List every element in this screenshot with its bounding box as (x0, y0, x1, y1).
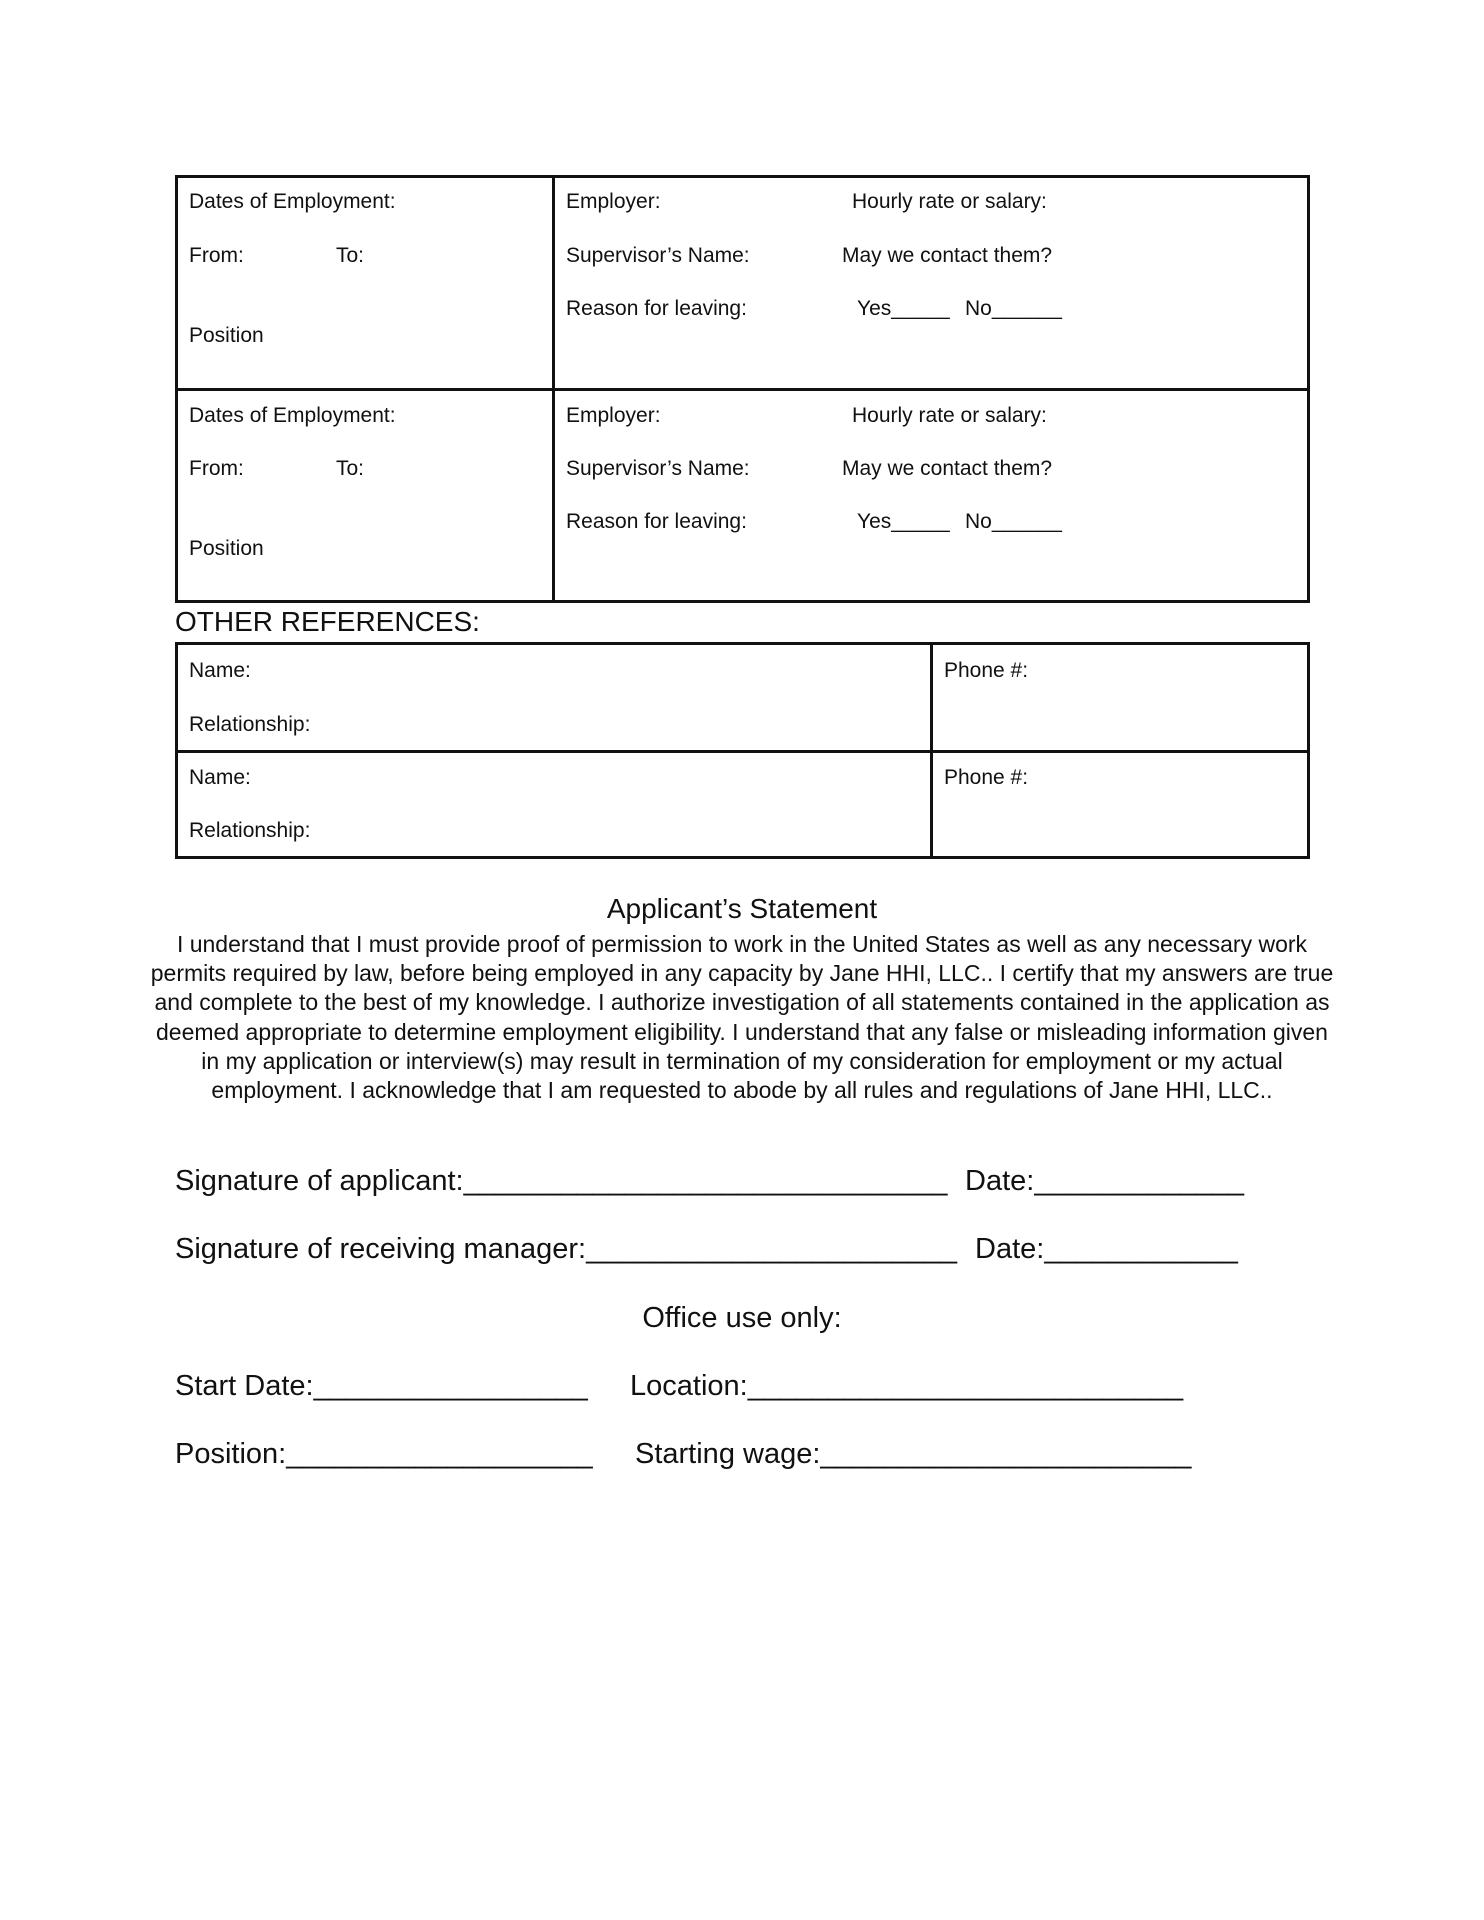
from-field[interactable]: From: (189, 457, 244, 480)
other-references-heading: OTHER REFERENCES: (175, 606, 480, 637)
employer-field[interactable]: Employer: (566, 190, 661, 213)
position-field[interactable]: Position (189, 537, 264, 560)
reference-phone-field[interactable]: Phone #: (944, 659, 1029, 682)
dates-of-employment-label: Dates of Employment: (189, 404, 396, 427)
supervisor-name-field[interactable]: Supervisor’s Name: (566, 457, 750, 480)
office-use-title: Office use only: (642, 1302, 842, 1334)
table-border-right (1307, 175, 1310, 603)
start-date-field[interactable]: Start Date:_________________ (175, 1370, 588, 1402)
reference-relationship-field[interactable]: Relationship: (189, 819, 311, 842)
reference-phone-field[interactable]: Phone #: (944, 766, 1029, 789)
contact-yes-field[interactable]: Yes_____ (857, 510, 950, 533)
table-column-divider (552, 175, 555, 603)
statement-title: Applicant’s Statement (606, 893, 878, 924)
references-border-top (175, 642, 1310, 645)
employer-field[interactable]: Employer: (566, 404, 661, 427)
starting-wage-field[interactable]: Starting wage:_______________________ (635, 1438, 1192, 1470)
applicant-signature-field[interactable]: Signature of applicant:______________________________ (175, 1165, 948, 1197)
references-border-left (175, 642, 178, 859)
supervisor-name-field[interactable]: Supervisor’s Name: (566, 244, 750, 267)
applicant-date-field[interactable]: Date:_____________ (965, 1165, 1244, 1197)
may-we-contact-label: May we contact them? (842, 457, 1053, 480)
reference-name-field[interactable]: Name: (189, 766, 251, 789)
table-row-divider (175, 388, 1310, 391)
table-border-bottom (175, 600, 1310, 603)
to-field[interactable]: To: (336, 457, 365, 480)
references-border-right (1307, 642, 1310, 859)
contact-no-field[interactable]: No______ (965, 510, 1062, 533)
statement-body: I understand that I must provide proof of permission to work in the United States as well as any necessary work permits required by law, before being employed in any capacity by Jane HHI, LLC.. I certify that my answers are true and complete to the best of my knowledge. I authorize investigation of all statements contained in the application as deemed appropriate to determine employment eligibility. I understand that any false or misleading information given in my application or interview(s) may result in termination of my consideration for employment or my actual employment. I acknowledge that I am requested to abode by all rules and regulations of Jane HHI, LLC.. (150, 931, 1334, 1104)
from-field[interactable]: From: (189, 244, 244, 267)
hourly-rate-field[interactable]: Hourly rate or salary: (852, 404, 1047, 427)
dates-of-employment-label: Dates of Employment: (189, 190, 396, 213)
references-row-divider (175, 750, 1310, 753)
contact-no-field[interactable]: No______ (965, 297, 1062, 320)
table-border-top (175, 175, 1310, 178)
manager-date-field[interactable]: Date:____________ (975, 1233, 1238, 1265)
table-border-left (175, 175, 178, 603)
office-position-field[interactable]: Position:___________________ (175, 1438, 593, 1470)
hourly-rate-field[interactable]: Hourly rate or salary: (852, 190, 1047, 213)
contact-yes-field[interactable]: Yes_____ (857, 297, 950, 320)
reason-for-leaving-field[interactable]: Reason for leaving: (566, 297, 747, 320)
may-we-contact-label: May we contact them? (842, 244, 1053, 267)
reference-name-field[interactable]: Name: (189, 659, 251, 682)
to-field[interactable]: To: (336, 244, 365, 267)
references-border-bottom (175, 856, 1310, 859)
reference-relationship-field[interactable]: Relationship: (189, 713, 311, 736)
reason-for-leaving-field[interactable]: Reason for leaving: (566, 510, 747, 533)
location-field[interactable]: Location:___________________________ (630, 1370, 1184, 1402)
position-field[interactable]: Position (189, 324, 264, 347)
references-column-divider (930, 642, 933, 859)
manager-signature-field[interactable]: Signature of receiving manager:_______________________ (175, 1233, 958, 1265)
